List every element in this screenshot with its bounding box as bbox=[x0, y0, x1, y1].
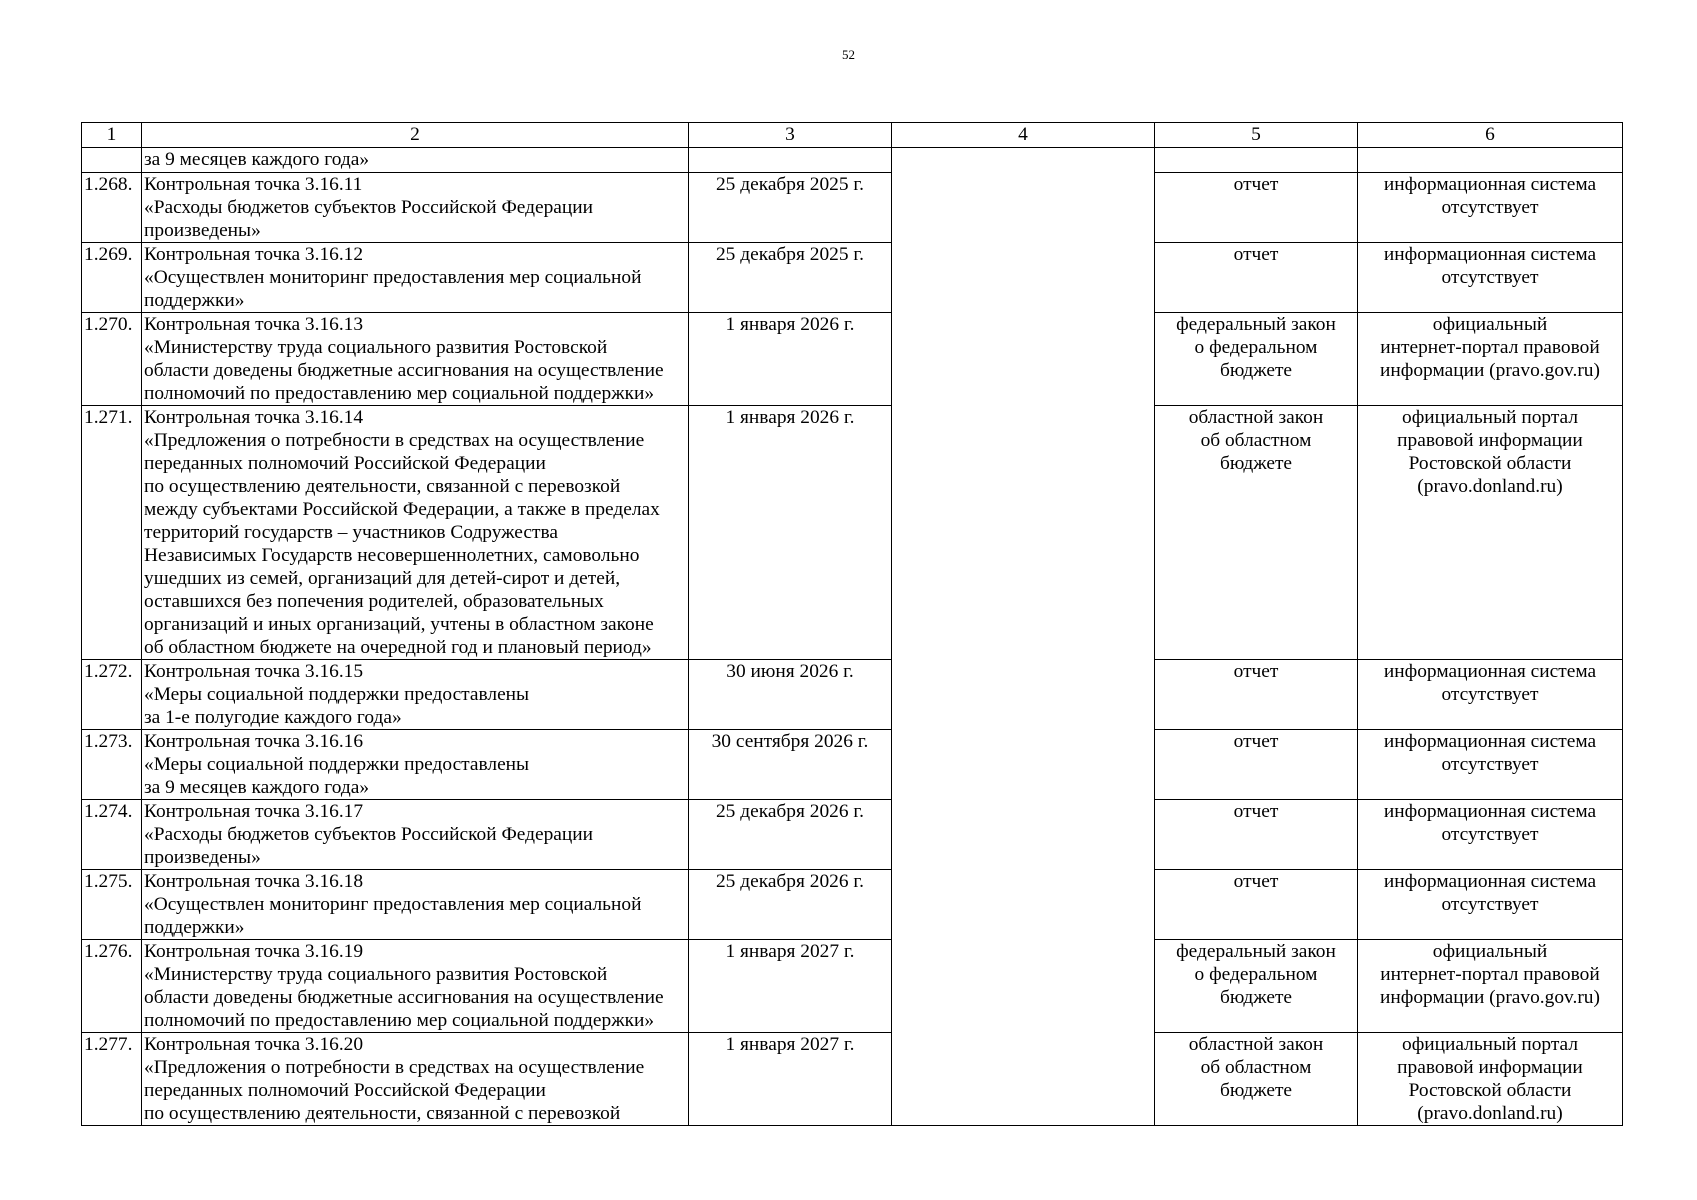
page-number: 52 bbox=[842, 47, 855, 62]
row-number-cell: 1.271. bbox=[82, 406, 142, 660]
row-date-cell: 30 июня 2026 г. bbox=[689, 660, 892, 730]
row-description-cell: Контрольная точка 3.16.12 «Осуществлен мониторинг предоставления мер социальной поддержки» bbox=[142, 243, 689, 313]
row-date-cell: 1 января 2027 г. bbox=[689, 1033, 892, 1126]
row-document-cell: областной закон об областном бюджете bbox=[1155, 1033, 1358, 1126]
table-row bbox=[82, 313, 1623, 406]
row-source-cell: официальный портал правовой информации Ростовской области (pravo.donland.ru) bbox=[1358, 1033, 1623, 1126]
row-document-cell: отчет bbox=[1155, 870, 1358, 940]
row-description-cell: Контрольная точка 3.16.11 «Расходы бюджетов субъектов Российской Федерации произведены» bbox=[142, 173, 689, 243]
column-header-1: 1 bbox=[82, 123, 142, 148]
row-source-cell: информационная система отсутствует bbox=[1358, 243, 1623, 313]
row-document-cell: отчет bbox=[1155, 800, 1358, 870]
continuation-row bbox=[82, 148, 1623, 173]
row-source-cell: информационная система отсутствует bbox=[1358, 730, 1623, 800]
row-description-cell: за 9 месяцев каждого года» bbox=[142, 148, 689, 173]
row-number-cell: 1.275. bbox=[82, 870, 142, 940]
row-number-cell: 1.272. bbox=[82, 660, 142, 730]
table-row bbox=[82, 940, 1623, 1033]
row-number-cell bbox=[82, 148, 142, 173]
row-description-cell: Контрольная точка 3.16.19 «Министерству труда социального развития Ростовской области доведены бюджетные ассигнования на осуществление полномочий по предоставлению мер социальной поддержки» bbox=[142, 940, 689, 1033]
table-body bbox=[82, 148, 1623, 1126]
row-document-cell: отчет bbox=[1155, 660, 1358, 730]
row-source-cell: информационная система отсутствует bbox=[1358, 173, 1623, 243]
row-date-cell: 25 декабря 2026 г. bbox=[689, 870, 892, 940]
row-number-cell: 1.277. bbox=[82, 1033, 142, 1126]
table-header-row bbox=[82, 123, 1623, 148]
row-document-cell: отчет bbox=[1155, 243, 1358, 313]
row-description-cell: Контрольная точка 3.16.17 «Расходы бюджетов субъектов Российской Федерации произведены» bbox=[142, 800, 689, 870]
table-row bbox=[82, 173, 1623, 243]
row-number-cell: 1.274. bbox=[82, 800, 142, 870]
table-row bbox=[82, 660, 1623, 730]
row-number-cell: 1.270. bbox=[82, 313, 142, 406]
row-source-cell: официальный интернет-портал правовой информации (pravo.gov.ru) bbox=[1358, 313, 1623, 406]
row-date-cell: 1 января 2027 г. bbox=[689, 940, 892, 1033]
row-source-cell: информационная система отсутствует bbox=[1358, 660, 1623, 730]
row-date-cell: 25 декабря 2025 г. bbox=[689, 173, 892, 243]
table-row bbox=[82, 1033, 1623, 1126]
row-source-cell: официальный портал правовой информации Ростовской области (pravo.donland.ru) bbox=[1358, 406, 1623, 660]
row-date-cell: 25 декабря 2026 г. bbox=[689, 800, 892, 870]
row-document-cell: областной закон об областном бюджете bbox=[1155, 406, 1358, 660]
row-number-cell: 1.276. bbox=[82, 940, 142, 1033]
row-date-cell: 1 января 2026 г. bbox=[689, 406, 892, 660]
column-header-4: 4 bbox=[892, 123, 1155, 148]
row-source-cell: информационная система отсутствует bbox=[1358, 800, 1623, 870]
row-description-cell: Контрольная точка 3.16.20 «Предложения о потребности в средствах на осуществление переданных полномочий Российской Федерации по осуществлению деятельности, связанной с перевозкой bbox=[142, 1033, 689, 1126]
row-description-cell: Контрольная точка 3.16.16 «Меры социальной поддержки предоставлены за 9 месяцев каждого года» bbox=[142, 730, 689, 800]
table-row bbox=[82, 730, 1623, 800]
row-date-cell: 30 сентября 2026 г. bbox=[689, 730, 892, 800]
row-source-cell: официальный интернет-портал правовой информации (pravo.gov.ru) bbox=[1358, 940, 1623, 1033]
column-header-2: 2 bbox=[142, 123, 689, 148]
row-description-cell: Контрольная точка 3.16.14 «Предложения о потребности в средствах на осуществление переданных полномочий Российской Федерации по осуществлению деятельности, связанной с перевозкой между субъектами Российской Федерации, а также в пределах территорий государств – участников Содружества Независимых Государств несовершеннолетних, самовольно ушедших из семей, организаций для детей-сирот и детей, оставшихся без попечения родителей, образовательных организаций и иных организаций, учтены в областном законе об областном бюджете на очередной год и плановый период» bbox=[142, 406, 689, 660]
column-header-6: 6 bbox=[1358, 123, 1623, 148]
row-number-cell: 1.269. bbox=[82, 243, 142, 313]
column-header-3: 3 bbox=[689, 123, 892, 148]
column-header-5: 5 bbox=[1155, 123, 1358, 148]
table-row bbox=[82, 243, 1623, 313]
row-document-cell bbox=[1155, 148, 1358, 173]
row-number-cell: 1.268. bbox=[82, 173, 142, 243]
row-source-cell: информационная система отсутствует bbox=[1358, 870, 1623, 940]
row-date-cell: 1 января 2026 г. bbox=[689, 313, 892, 406]
row-description-cell: Контрольная точка 3.16.18 «Осуществлен мониторинг предоставления мер социальной поддержки» bbox=[142, 870, 689, 940]
row-document-cell: федеральный закон о федеральном бюджете bbox=[1155, 313, 1358, 406]
row-date-cell bbox=[689, 148, 892, 173]
row-date-cell: 25 декабря 2025 г. bbox=[689, 243, 892, 313]
row-document-cell: отчет bbox=[1155, 173, 1358, 243]
responsible-merged-cell bbox=[892, 148, 1155, 1126]
table-row bbox=[82, 870, 1623, 940]
row-document-cell: федеральный закон о федеральном бюджете bbox=[1155, 940, 1358, 1033]
row-number-cell: 1.273. bbox=[82, 730, 142, 800]
row-description-cell: Контрольная точка 3.16.15 «Меры социальной поддержки предоставлены за 1-е полугодие каждого года» bbox=[142, 660, 689, 730]
row-source-cell bbox=[1358, 148, 1623, 173]
row-description-cell: Контрольная точка 3.16.13 «Министерству труда социального развития Ростовской области доведены бюджетные ассигнования на осуществление полномочий по предоставлению мер социальной поддержки» bbox=[142, 313, 689, 406]
table-row bbox=[82, 406, 1623, 660]
row-document-cell: отчет bbox=[1155, 730, 1358, 800]
control-points-table bbox=[81, 122, 1623, 1126]
table-row bbox=[82, 800, 1623, 870]
